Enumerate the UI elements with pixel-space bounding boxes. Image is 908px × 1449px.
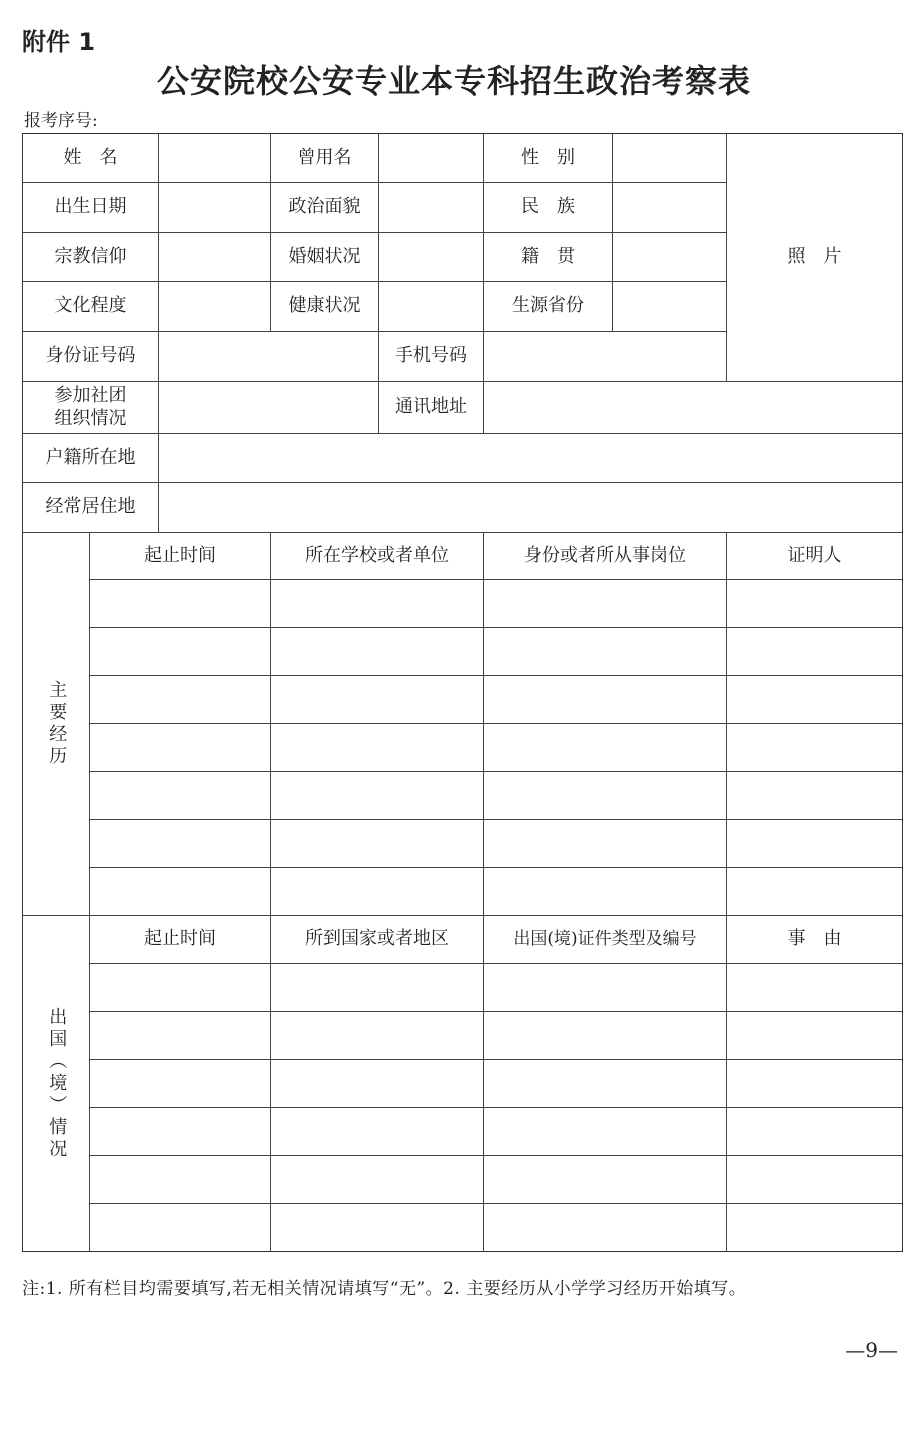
abroad-entry-cell[interactable] [271,1156,484,1204]
experience-entry-cell[interactable] [484,868,727,916]
abroad-header-reason: 事 由 [727,916,902,964]
abroad-entry-cell[interactable] [727,1204,902,1252]
experience-entry-cell[interactable] [484,772,727,820]
abroad-entry-cell[interactable] [484,1108,727,1156]
political-status-label: 政治面貌 [271,183,379,233]
experience-section-label: 主要经历 [23,533,90,916]
organization-label [23,382,159,434]
source-province-label: 生源省份 [484,282,613,332]
experience-entry-cell[interactable] [90,868,271,916]
name-label: 姓 名 [23,134,159,183]
health-label: 健康状况 [271,282,379,332]
serial-number-label: 报考序号: [24,111,98,131]
education-field[interactable] [159,282,271,332]
experience-entry-cell[interactable] [90,724,271,772]
phone-label: 手机号码 [379,332,484,382]
experience-entry-cell[interactable] [90,820,271,868]
abroad-entry-cell[interactable] [727,1156,902,1204]
abroad-entry-cell[interactable] [727,1012,902,1060]
education-label: 文化程度 [23,282,159,332]
experience-entry-cell[interactable] [271,772,484,820]
exp-header-witness: 证明人 [727,533,902,580]
id-number-field[interactable] [159,332,379,382]
source-province-field[interactable] [613,282,727,332]
experience-entry-cell[interactable] [271,628,484,676]
experience-entry-cell[interactable] [90,580,271,628]
ethnicity-field[interactable] [613,183,727,233]
experience-entry-cell[interactable] [271,868,484,916]
attachment-label: 附件 1 [22,28,96,56]
gender-label: 性 别 [484,134,613,183]
organization-label-line1: 参加社团 [54,385,127,406]
experience-entry-cell[interactable] [271,820,484,868]
abroad-entry-cell[interactable] [271,1060,484,1108]
health-field[interactable] [379,282,484,332]
name-field[interactable] [159,134,271,183]
experience-entry-cell[interactable] [727,580,902,628]
marital-status-label: 婚姻状况 [271,233,379,282]
residence-field[interactable] [159,483,902,533]
religion-label: 宗教信仰 [23,233,159,282]
address-field[interactable] [484,382,902,434]
experience-entry-cell[interactable] [484,724,727,772]
experience-entry-cell[interactable] [271,580,484,628]
ethnicity-label: 民 族 [484,183,613,233]
abroad-section-label: 出国︵境︶情况 [23,916,90,1251]
abroad-entry-cell[interactable] [90,1060,271,1108]
abroad-entry-cell[interactable] [271,1204,484,1252]
abroad-header-destination: 所到国家或者地区 [271,916,484,964]
experience-entry-cell[interactable] [727,820,902,868]
id-number-label: 身份证号码 [23,332,159,382]
abroad-entry-cell[interactable] [727,1108,902,1156]
household-field[interactable] [159,434,902,483]
abroad-header-period: 起止时间 [90,916,271,964]
experience-entry-cell[interactable] [484,820,727,868]
experience-entry-cell[interactable] [90,628,271,676]
organization-label-line2: 组织情况 [54,407,127,429]
photo-box[interactable] [727,134,902,382]
experience-entry-cell[interactable] [90,676,271,724]
abroad-entry-cell[interactable] [484,1012,727,1060]
abroad-entry-cell[interactable] [271,1012,484,1060]
abroad-header-document: 出国(境)证件类型及编号 [484,916,727,964]
experience-entry-cell[interactable] [727,868,902,916]
exp-header-position: 身份或者所从事岗位 [484,533,727,580]
abroad-entry-cell[interactable] [90,1156,271,1204]
experience-entry-cell[interactable] [90,772,271,820]
experience-entry-cell[interactable] [727,772,902,820]
experience-entry-cell[interactable] [484,628,727,676]
organization-field[interactable] [159,382,379,434]
political-review-form [22,133,903,1252]
former-name-label: 曾用名 [271,134,379,183]
abroad-entry-cell[interactable] [90,1012,271,1060]
experience-entry-cell[interactable] [271,724,484,772]
abroad-entry-cell[interactable] [484,964,727,1012]
abroad-entry-cell[interactable] [90,1204,271,1252]
abroad-entry-cell[interactable] [727,964,902,1012]
page-number: —9— [845,1338,898,1362]
photo-label: 照 片 [787,246,842,268]
abroad-entry-cell[interactable] [271,964,484,1012]
gender-field[interactable] [613,134,727,183]
abroad-entry-cell[interactable] [90,1108,271,1156]
exp-header-period: 起止时间 [90,533,271,580]
abroad-entry-cell[interactable] [727,1060,902,1108]
footnote: 注:1. 所有栏目均需要填写,若无相关情况请填写“无”。2. 主要经历从小学学习经历开始填写。 [22,1279,747,1299]
political-status-field[interactable] [379,183,484,233]
marital-status-field[interactable] [379,233,484,282]
experience-entry-cell[interactable] [271,676,484,724]
experience-entry-cell[interactable] [484,580,727,628]
birth-date-field[interactable] [159,183,271,233]
phone-field[interactable] [484,332,727,382]
native-place-label: 籍 贯 [484,233,613,282]
residence-label: 经常居住地 [23,483,159,533]
abroad-entry-cell[interactable] [271,1108,484,1156]
abroad-entry-cell[interactable] [484,1204,727,1252]
birth-date-label: 出生日期 [23,183,159,233]
experience-entry-cell[interactable] [727,724,902,772]
exp-header-school: 所在学校或者单位 [271,533,484,580]
abroad-entry-cell[interactable] [484,1156,727,1204]
experience-entry-cell[interactable] [484,676,727,724]
religion-field[interactable] [159,233,271,282]
address-label: 通讯地址 [379,382,484,434]
experience-entry-cell[interactable] [727,628,902,676]
experience-entry-cell[interactable] [727,676,902,724]
household-label: 户籍所在地 [23,434,159,483]
abroad-entry-cell[interactable] [90,964,271,1012]
former-name-field[interactable] [379,134,484,183]
native-place-field[interactable] [613,233,727,282]
abroad-entry-cell[interactable] [484,1060,727,1108]
form-title: 公安院校公安专业本专科招生政治考察表 [156,62,751,100]
